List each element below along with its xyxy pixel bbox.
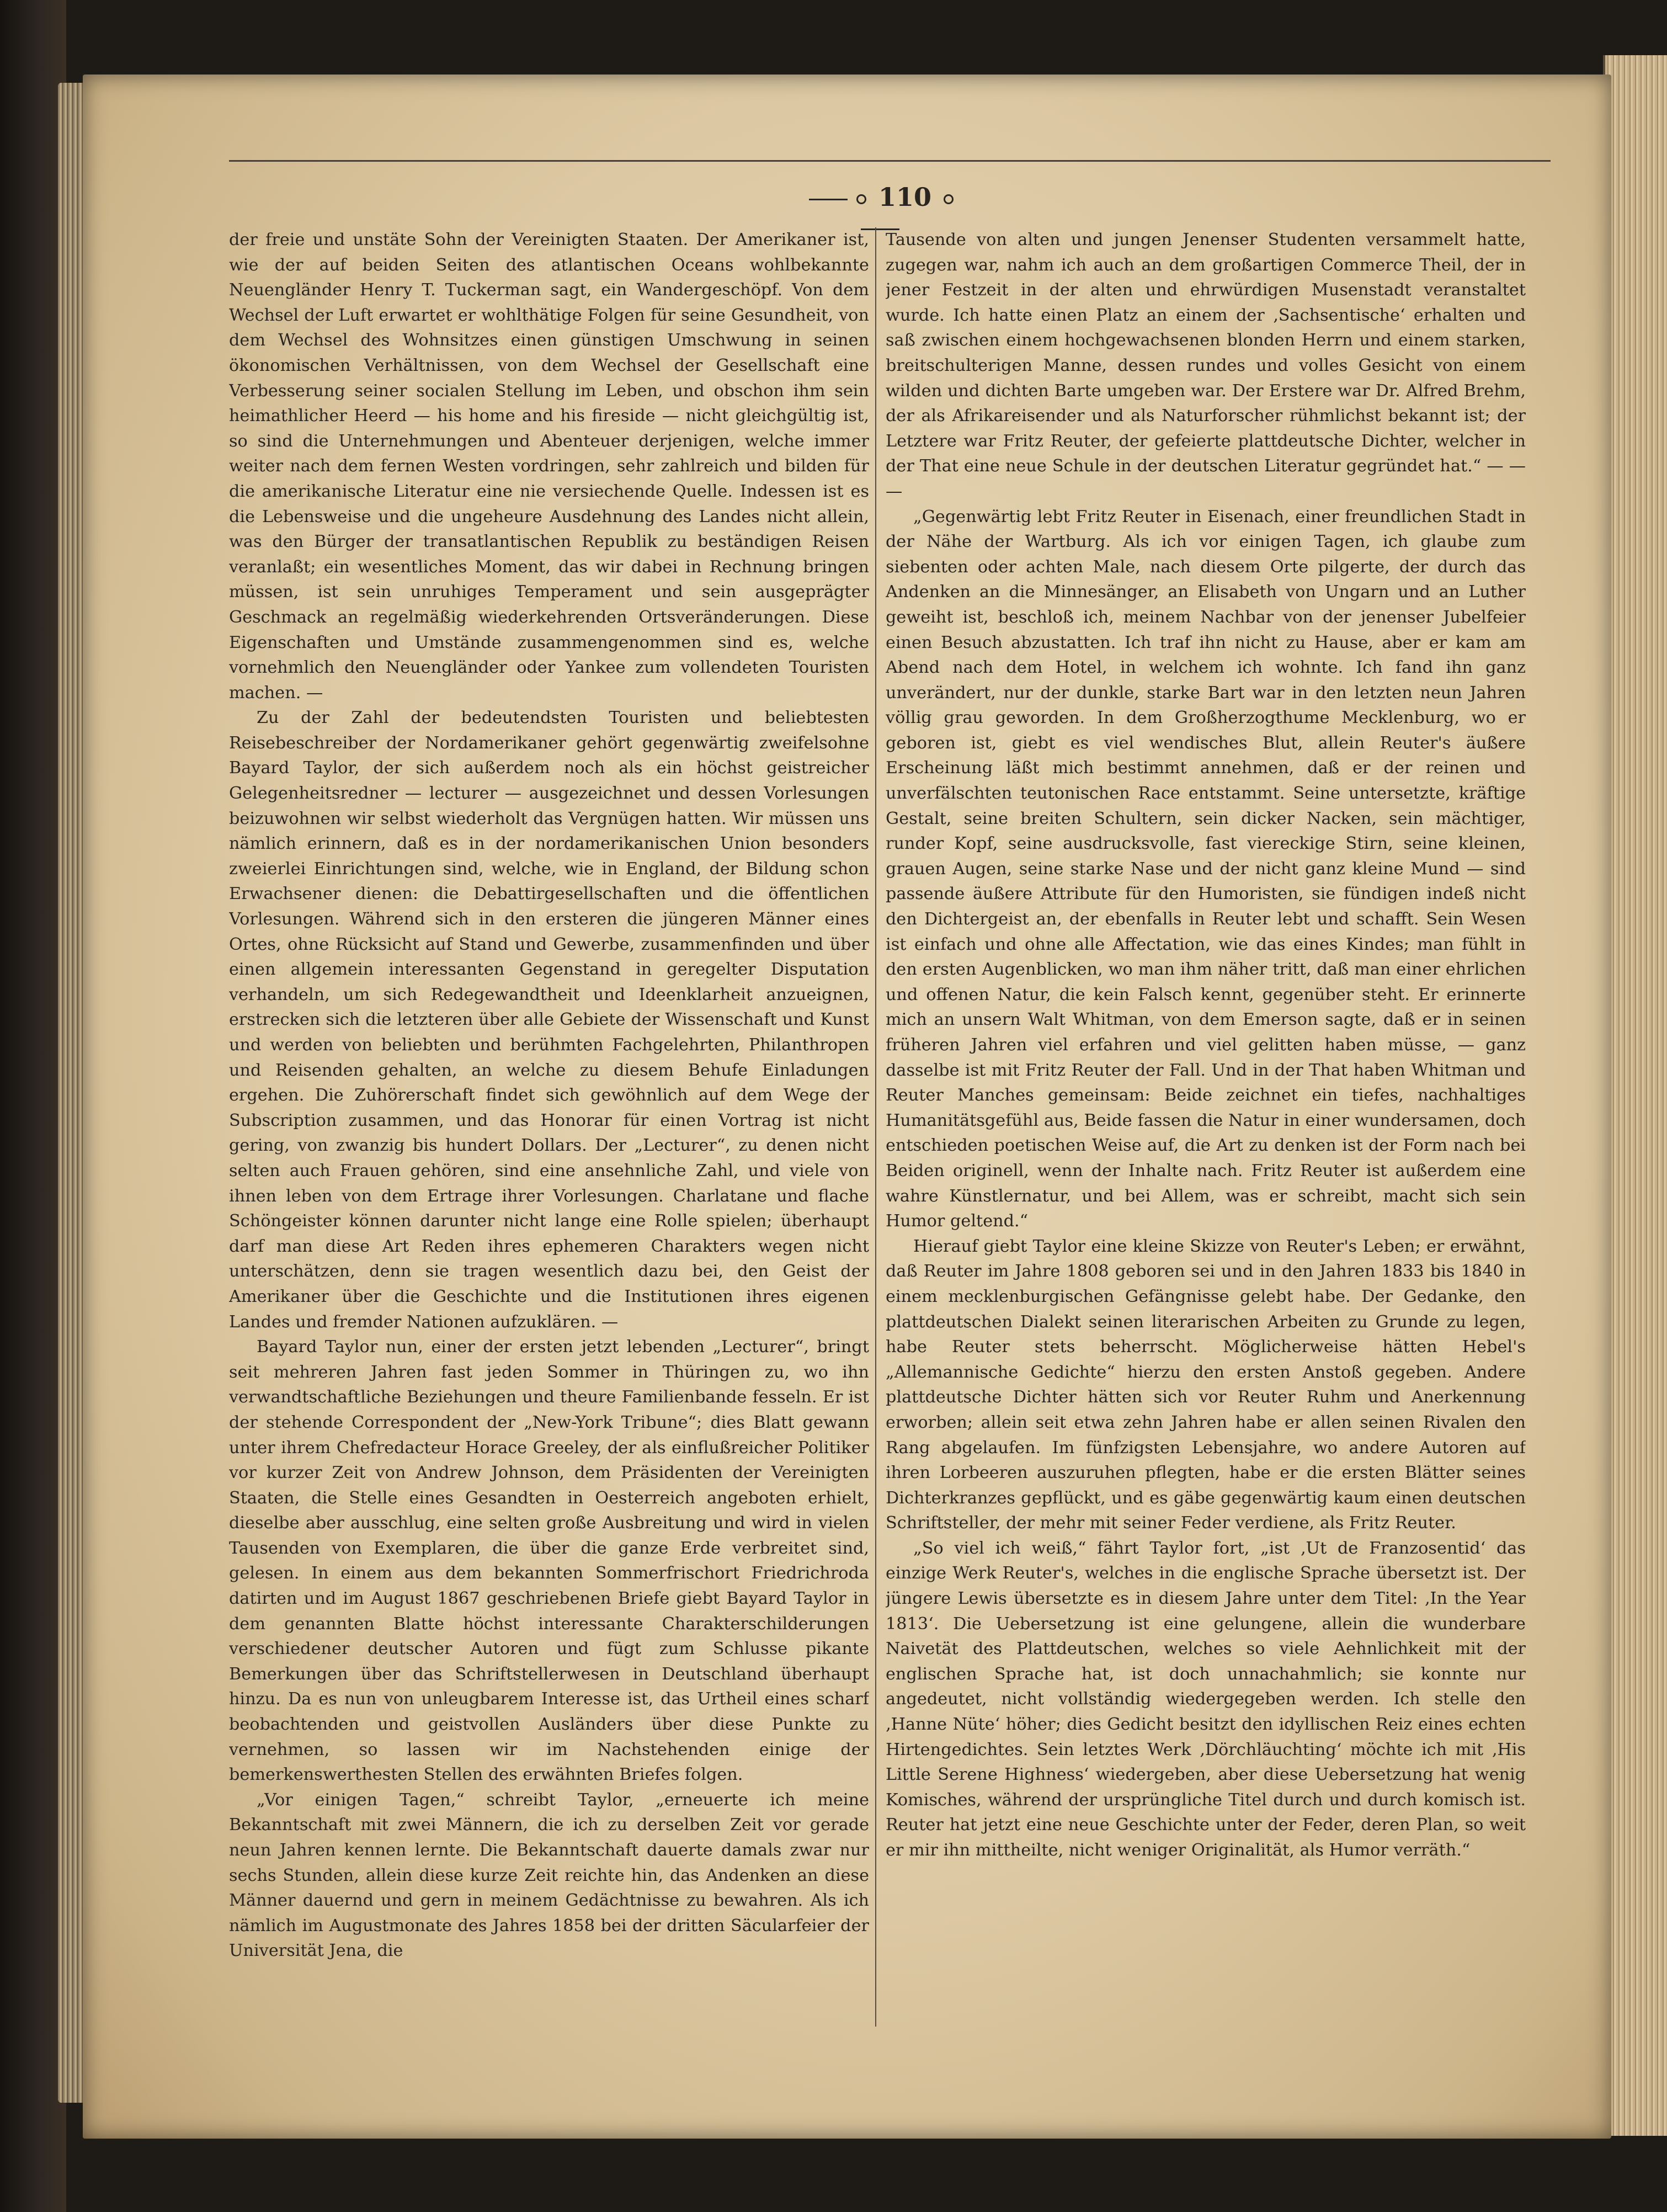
page-number-ornament-left	[856, 194, 866, 204]
paragraph: Bayard Taylor nun, einer der ersten jetzt lebenden „Lecturer“, bringt seit mehreren Jahren fast jeden Sommer in Thüringen zu, wo ihn verwandtschaftliche Beziehungen und theure Familienbande fesseln. Er ist der stehende Correspondent der „New-York Tribune“; dies Blatt gewann unter ihrem Chefredacteur Horace Greeley, der als einflußreicher Politiker vor kurzer Zeit von Andrew Johnson, dem Präsidenten der Vereinigten Staaten, die Stelle eines Gesandten in Oesterreich angeboten erhielt, dieselbe aber ausschlug, eine selten große Ausbreitung und wird in vielen Tausenden von Exemplaren, die über die ganze Erde verbreitet sind, gelesen. In einem aus dem bekannten Sommerfrischort Friedrichroda datirten und im August 1867 geschriebenen Briefe giebt Bayard Taylor in dem genannten Blatte höchst interessante Charakterschilderungen verschiedener deutscher Autoren und fügt zum Schlusse pikante Bemerkungen über das Schriftstellerwesen in Deutschland überhaupt hinzu. Da es nun von unleugbarem Interesse ist, das Urtheil eines scharf beobachtenden und geistvollen Ausländers über diese Punkte zu vernehmen, so lassen wir im Nachstehenden einige der bemerkenswerthesten Stellen des erwähnten Briefes folgen.	[229, 1337, 869, 1785]
paragraph: Zu der Zahl der bedeutendsten Touristen und beliebtesten Reisebeschreiber der Nordamerikaner gehört gegenwärtig zweifelsohne Bayard Taylor, der sich außerdem noch als ein höchst geistreicher Gelegenheitsredner — lecturer — ausgezeichnet und dessen Vorlesungen beizuwohnen wir selbst wiederholt das Vergnügen hatten. Wir müssen uns nämlich erinnern, daß es in der nordamerikanischen Union besonders zweierlei Einrichtungen sind, welche, wie in England, der Bildung schon Erwachsener dienen: die Debattirgesellschaften und die öffentlichen Vorlesungen. Während sich in den ersteren die jüngeren Männer eines Ortes, ohne Rücksicht auf Stand und Gewerbe, zusammenfinden und über einen allgemein interessanten Gegenstand in geregelter Disputation verhandeln, um sich Redegewandtheit und Ideenklarheit anzueignen, erstrecken sich die letzteren über alle Gebiete der Wissenschaft und Kunst und werden von beliebten und berühmten Fachgelehrten, Philanthropen und Reisenden gehalten, an welche zu diesem Behufe Einladungen ergehen. Die Zuhörerschaft findet sich gewöhnlich auf dem Wege der Subscription zusammen, und das Honorar für einen Vortrag ist nicht gering, von zwanzig bis hundert Dollars. Der „Lecturer“, zu denen nicht selten auch Frauen gehören, sind eine ansehnliche Zahl, und viele von ihnen leben von dem Ertrage ihrer Vorlesungen. Charlatane und flache Schöngeister können darunter nicht lange eine Rolle spielen; überhaupt darf man diese Art Reden ihres ephemeren Charakters wegen nicht unterschätzen, denn sie tragen wesentlich dazu bei, den Geist der Amerikaner über die Geschichte und die Institutionen ihres eigenen Landes und fremder Nationen aufzuklären. —	[229, 708, 869, 1332]
page-stack-right	[1603, 55, 1667, 2136]
right-column	[886, 227, 1526, 2021]
page-number-text: 110	[878, 182, 932, 212]
left-column	[229, 227, 869, 2021]
paragraph: Hierauf giebt Taylor eine kleine Skizze von Reuter's Leben; er erwähnt, daß Reuter im Jahre 1808 geboren sei und in den Jahren 1833 bis 1840 in einem mecklenburgischen Gefängnisse gelebt habe. Der Gedanke, den plattdeutschen Dialekt seinen literarischen Arbeiten zu Grunde zu legen, habe Reuter stets beherrscht. Möglicherweise hätten Hebel's „Allemannische Gedichte“ hierzu den ersten Anstoß gegeben. Andere plattdeutsche Dichter hätten sich vor Reuter Ruhm und Anerkennung erworben; allein seit etwa zehn Jahren habe er allen seinen Rivalen den Rang abgelaufen. Im fünfzigsten Lebensjahre, wo andere Autoren auf ihren Lorbeeren auszuruhen pflegten, habe er die ersten Blätter seines Dichterkranzes gepflückt, und es gäbe gegenwärtig kaum einen deutschen Schriftsteller, der mehr mit seiner Feder verdiene, als Fritz Reuter.	[886, 1236, 1526, 1533]
column-divider	[875, 227, 876, 2027]
paragraph: der freie und unstäte Sohn der Vereinigten Staaten. Der Amerikaner ist, wie der auf beiden Seiten des atlantischen Oceans wohlbekannte Neuengländer Henry T. Tuckerman sagt, ein Wandergeschöpf. Von dem Wechsel der Luft erwartet er wohlthätige Folgen für seine Gesundheit, von dem Wechsel des Wohnsitzes einen günstigen Umschwung in seinen ökonomischen Verhältnissen, von dem Wechsel der Gesellschaft eine Verbesserung seiner socialen Stellung im Leben, und obschon ihm sein heimathlicher Heerd — his home and his fireside — nicht gleichgültig ist, so sind die Unternehmungen und Abenteuer derjenigen, welche immer weiter nach dem fernen Westen vordringen, sehr zahlreich und bilden für die amerikanische Literatur eine nie versiechende Quelle. Indessen ist es die Lebensweise und die ungeheure Ausdehnung des Landes nicht allein, was den Bürger der transatlantischen Republik zu beständigen Reisen veranlaßt; ein wesentliches Moment, das wir dabei in Rechnung bringen müssen, ist sein unruhiges Temperament und sein ausgeprägter Geschmack an regelmäßig wiederkehrenden Ortsveränderungen. Diese Eigenschaften und Umstände zusammengenommen sind es, welche vornehmlich den Neuengländer oder Yankee zum vollendeten Touristen machen. —	[229, 230, 869, 703]
paragraph: Tausende von alten und jungen Jenenser Studenten versammelt hatte, zugegen war, nahm ich auch an dem großartigen Commerce Theil, der in jener Festzeit in der alten und ehrwürdigen Musenstadt veranstaltet wurde. Ich hatte einen Platz an einem der ‚Sachsentische‘ erhalten und saß zwischen einem hochgewachsenen blonden Herrn und einem starken, breitschulterigen Manne, dessen rundes und volles Gesicht von einem wilden und dichten Barte umgeben war. Der Erstere war Dr. Alfred Brehm, der als Afrikareisender und als Naturforscher rühmlichst bekannt ist; der Letztere war Fritz Reuter, der gefeierte plattdeutsche Dichter, welcher in der That eine neue Schule in der deutschen Literatur gegründet hat.“ — — —	[886, 230, 1526, 501]
paragraph: „Gegenwärtig lebt Fritz Reuter in Eisenach, einer freundlichen Stadt in der Nähe der Wartburg. Als ich vor einigen Tagen, ich glaube zum siebenten oder achten Male, nach diesem Orte pilgerte, der durch das Andenken an die Minnesänger, an Elisabeth von Ungarn und an Luther geweiht ist, beschloß ich, meinem Nachbar von der jenenser Jubelfeier einen Besuch abzustatten. Ich traf ihn nicht zu Hause, aber er kam am Abend nach dem Hotel, in welchem ich wohnte. Ich fand ihn ganz unverändert, nur der dunkle, starke Bart war in den letzten neun Jahren völlig grau geworden. In dem Großherzogthume Mecklenburg, wo er geboren ist, giebt es viel wendisches Blut, allein Reuter's äußere Erscheinung läßt mich bestimmt annehmen, daß er der reinen und unverfälschten teutonischen Race entstammt. Seine untersetzte, kräftige Gestalt, seine breiten Schultern, sein dicker Nacken, sein mächtiger, runder Kopf, seine ausdrucksvolle, fast viereckige Stirn, seine kleinen, grauen Augen, seine starke Nase und der nicht ganz kleine Mund — sind passende äußere Attribute für den Humoristen, sie fündigen indeß nicht den Dichtergeist an, der ebenfalls in Reuter lebt und schafft. Sein Wesen ist einfach und ohne alle Affectation, wie das eines Kindes; man fühlt in den ersten Augenblicken, wo man ihm näher tritt, daß man einer ehrlichen und offenen Natur, die kein Falsch kennt, gegenüber steht. Er erinnerte mich an unsern Walt Whitman, von dem Emerson sagte, daß er in seinen früheren Jahren viel erfahren und viel gelitten haben müsse, — ganz dasselbe ist mit Fritz Reuter der Fall. Und in der That haben Whitman und Reuter Manches gemeinsam: Beide zeichnet ein tiefes, nachhaltiges Humanitätsgefühl aus, Beide fassen die Natur in einer wundersamen, doch entschieden poetischen Weise auf, die Art zu denken ist der Form nach bei Beiden originell, wenn der Inhalte nach. Fritz Reuter ist außerdem eine wahre Künstlernatur, und bei Allem, was er schreibt, macht sich sein Humor geltend.“	[886, 507, 1526, 1231]
paragraph: „Vor einigen Tagen,“ schreibt Taylor, „erneuerte ich meine Bekanntschaft mit zwei Männern, die ich zu derselben Zeit vor gerade neun Jahren kennen lernte. Die Bekanntschaft dauerte damals zwar nur sechs Stunden, allein diese kurze Zeit reichte hin, das Andenken an diese Männer dauernd und gern in meinem Gedächtnisse zu bewahren. Als ich nämlich im Augustmonate des Jahres 1858 bei der dritten Säcularfeier der Universität Jena, die	[229, 1790, 869, 1961]
book-binding-edge	[0, 0, 66, 2212]
page-number	[784, 182, 977, 226]
page-number-rule-left	[809, 199, 848, 200]
page-number-ornament-right	[944, 194, 954, 204]
paragraph: „So viel ich weiß,“ fährt Taylor fort, „ist ‚Ut de Franzosentid‘ das einzige Werk Reuter's, welches in die englische Sprache übersetzt ist. Der jüngere Lewis übersetzte es in diesem Jahre unter dem Titel: ‚In the Year 1813‘. Die Uebersetzung ist eine gelungene, allein die wunderbare Naivetät des Plattdeutschen, welches so viele Aehnlichkeit mit der englischen Sprache hat, ist doch unnachahmlich; sie konnte nur angedeutet, nicht vollständig wiedergegeben werden. Ich stelle den ‚Hanne Nüte‘ höher; dies Gedicht besitzt den idyllischen Reiz eines echten Hirtengedichtes. Sein letztes Werk ‚Dörchläuchting‘ möchte ich mit ‚His Little Serene Highness‘ wiedergeben, aber diese Uebersetzung hat wenig Komisches, während der ursprüngliche Titel durch und durch komisch ist. Reuter hat jetzt eine neue Geschichte unter der Feder, deren Plan, so weit er mir ihn mittheilte, nicht weniger Originalität, als Humor verräth.“	[886, 1538, 1526, 1860]
